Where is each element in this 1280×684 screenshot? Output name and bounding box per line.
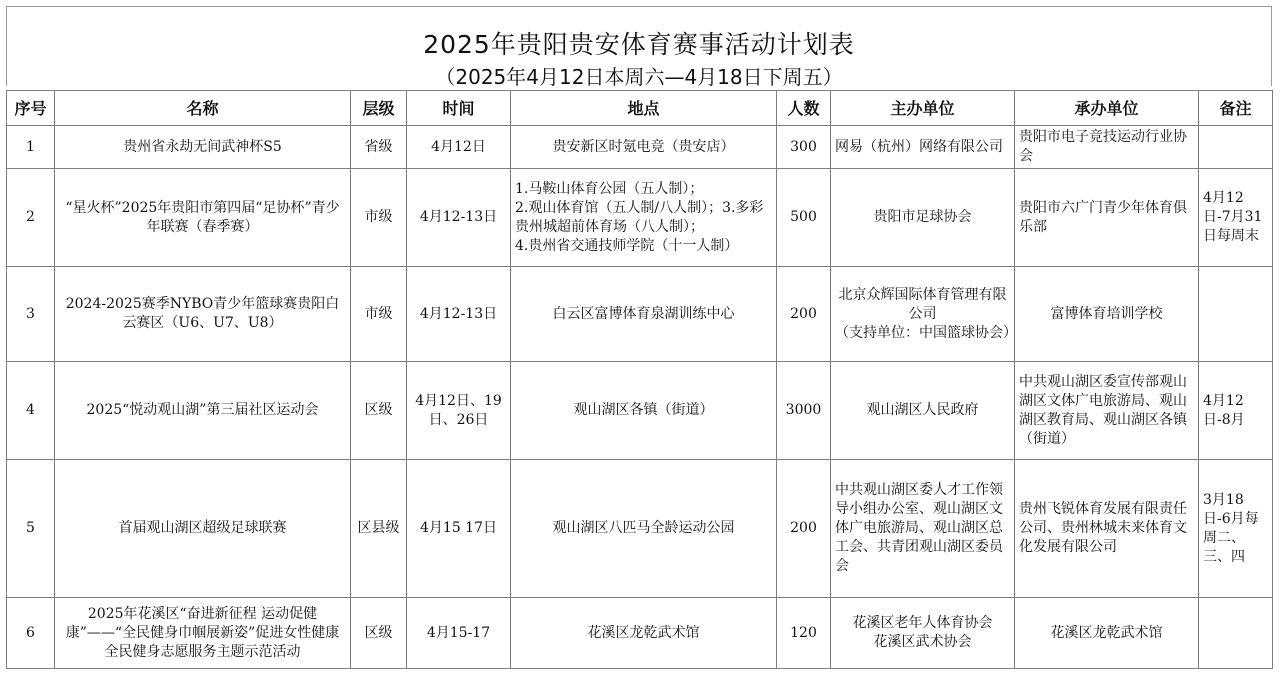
cell-time: 4月12日 — [407, 126, 511, 169]
cell-time: 4月12日、19日、26日 — [407, 362, 511, 460]
cell-level: 市级 — [351, 267, 407, 362]
cell-organizer: 花溪区龙乾武术馆 — [1015, 598, 1199, 669]
host-line: （支持单位：中国篮球协会） — [835, 324, 1017, 341]
header-seq: 序号 — [7, 91, 55, 126]
cell-organizer: 富博体育培训学校 — [1015, 267, 1199, 362]
title-box — [6, 6, 1272, 89]
schedule-table — [6, 90, 1273, 669]
cell-place: 白云区富博体育泉湖训练中心 — [511, 267, 777, 362]
cell-host: 贵阳市足球协会 — [831, 169, 1015, 267]
table-row — [7, 460, 1273, 598]
header-name: 名称 — [55, 91, 351, 126]
cell-host — [831, 267, 1015, 362]
cell-host — [831, 598, 1015, 669]
cell-name: “星火杯”2025年贵阳市第四届“足协杯”青少年联赛（春季赛） — [55, 169, 351, 267]
cell-name: 2025年花溪区“奋进新征程 运动促健康”——“全民健身巾帼展新姿”促进女性健康全民健身志愿服务主题示范活动 — [55, 598, 351, 669]
cell-place: 观山湖区八匹马全龄运动公园 — [511, 460, 777, 598]
host-line: 北京众辉国际体育管理有限公司 — [838, 286, 1007, 322]
cell-note — [1199, 598, 1273, 669]
cell-level: 省级 — [351, 126, 407, 169]
host-line: 花溪区老年人体育协会 — [852, 615, 993, 631]
header-place: 地点 — [511, 91, 777, 126]
table-row — [7, 169, 1273, 267]
cell-seq: 1 — [7, 126, 55, 169]
cell-people: 500 — [777, 169, 831, 267]
cell-time: 4月15 17日 — [407, 460, 511, 598]
table-row — [7, 598, 1273, 669]
host-line: 花溪区武术协会 — [873, 634, 972, 650]
cell-note: 3月18日-6月每周二、三、四 — [1199, 460, 1273, 598]
cell-seq: 6 — [7, 598, 55, 669]
cell-place — [511, 169, 777, 267]
cell-people: 200 — [777, 460, 831, 598]
cell-time: 4月12-13日 — [407, 169, 511, 267]
cell-level: 区县级 — [351, 460, 407, 598]
cell-note — [1199, 126, 1273, 169]
cell-level: 市级 — [351, 169, 407, 267]
cell-note — [1199, 267, 1273, 362]
cell-people: 300 — [777, 126, 831, 169]
cell-note: 4月12日-7月31日每周末 — [1199, 169, 1273, 267]
place-line: 1.马鞍山体育公园（五人制）； — [515, 180, 704, 197]
cell-people: 200 — [777, 267, 831, 362]
cell-place: 花溪区龙乾武术馆 — [511, 598, 777, 669]
header-people: 人数 — [777, 91, 831, 126]
cell-people: 3000 — [777, 362, 831, 460]
cell-people: 120 — [777, 598, 831, 669]
cell-host: 中共观山湖区委人才工作领导小组办公室、观山湖区文体广电旅游局、观山湖区总工会、共青团观山湖区委员会 — [831, 460, 1015, 598]
cell-name: 2024-2025赛季NYBO青少年篮球赛贵阳白云赛区（U6、U7、U8） — [55, 267, 351, 362]
header-host: 主办单位 — [831, 91, 1015, 126]
cell-level: 区级 — [351, 598, 407, 669]
table-row — [7, 267, 1273, 362]
page-title: 2025年贵阳贵安体育赛事活动计划表 — [423, 30, 855, 59]
cell-organizer: 贵阳市电子竞技运动行业协会 — [1015, 126, 1199, 169]
cell-name: 贵州省永劫无间武神杯S5 — [55, 126, 351, 169]
cell-seq: 3 — [7, 267, 55, 362]
header-row — [7, 91, 1273, 126]
cell-organizer: 贵州飞锐体育发展有限责任公司、贵州林城未来体育文化发展有限公司 — [1015, 460, 1199, 598]
table-row — [7, 126, 1273, 169]
cell-place: 贵安新区时氪电竞（贵安店） — [511, 126, 777, 169]
place-line: 2.观山体育馆（五人制/八人制）；3.多彩贵州城超前体育场（八人制）； — [515, 199, 764, 235]
header-organizer: 承办单位 — [1015, 91, 1199, 126]
cell-host: 观山湖区人民政府 — [831, 362, 1015, 460]
cell-organizer: 中共观山湖区委宣传部观山湖区文体广电旅游局、观山湖区教育局、观山湖区各镇（街道） — [1015, 362, 1199, 460]
table-row — [7, 362, 1273, 460]
page-subtitle: （2025年4月12日本周六—4月18日下周五） — [435, 65, 843, 89]
cell-time: 4月15-17 — [407, 598, 511, 669]
cell-time: 4月12-13日 — [407, 267, 511, 362]
cell-note: 4月12日-8月 — [1199, 362, 1273, 460]
header-level: 层级 — [351, 91, 407, 126]
header-note: 备注 — [1199, 91, 1273, 126]
cell-organizer: 贵阳市六广门青少年体育俱乐部 — [1015, 169, 1199, 267]
cell-name: 2025“悦动观山湖”第三届社区运动会 — [55, 362, 351, 460]
cell-host: 网易（杭州）网络有限公司 — [831, 126, 1015, 169]
header-time: 时间 — [407, 91, 511, 126]
cell-level: 区级 — [351, 362, 407, 460]
place-line: 4.贵州省交通技师学院（十一人制） — [515, 237, 739, 254]
cell-seq: 2 — [7, 169, 55, 267]
cell-seq: 5 — [7, 460, 55, 598]
cell-place: 观山湖区各镇（街道） — [511, 362, 777, 460]
cell-name: 首届观山湖区超级足球联赛 — [55, 460, 351, 598]
cell-seq: 4 — [7, 362, 55, 460]
